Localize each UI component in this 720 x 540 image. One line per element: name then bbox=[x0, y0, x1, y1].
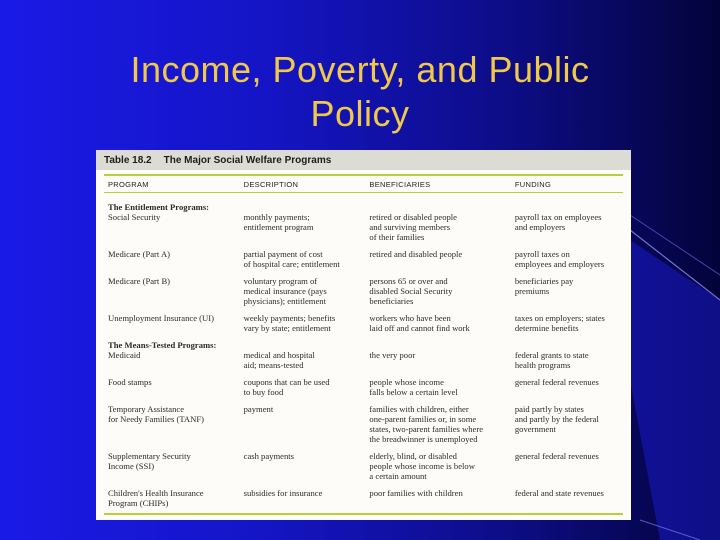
social-welfare-table bbox=[96, 150, 631, 520]
cell-funding bbox=[515, 488, 623, 508]
cell-description bbox=[244, 488, 370, 508]
cell-text: Medicare (Part B) bbox=[108, 276, 171, 286]
cell-program bbox=[108, 404, 244, 444]
cell-text: general federal revenues bbox=[514, 451, 599, 461]
header-funding: FUNDING bbox=[514, 180, 552, 189]
table-caption: The Major Social Welfare Programs bbox=[163, 154, 332, 166]
table-row bbox=[108, 202, 623, 242]
cell-text: retired and disabled people bbox=[369, 249, 463, 259]
cell-text: Medicare (Part A) bbox=[108, 249, 171, 259]
cell-text: general federal revenues bbox=[514, 377, 599, 387]
cell-description bbox=[244, 404, 370, 444]
cell-text: Food stamps bbox=[108, 377, 152, 387]
section-heading: The Means-Tested Programs: bbox=[108, 340, 217, 350]
table-header-row bbox=[96, 176, 631, 192]
cell-text: retired or disabled people and surviving members of their families bbox=[369, 212, 457, 242]
cell-text: Medicaid bbox=[108, 350, 141, 360]
cell-beneficiaries bbox=[369, 340, 514, 370]
cell-text: monthly payments; entitlement program bbox=[243, 212, 314, 232]
cell-funding bbox=[515, 276, 623, 306]
cell-funding bbox=[515, 249, 623, 269]
table-row bbox=[108, 313, 623, 333]
cell-text: people whose income falls below a certain level bbox=[369, 377, 458, 397]
cell-description bbox=[244, 313, 370, 333]
cell-text: taxes on employers; states determine benefits bbox=[514, 313, 605, 333]
cell-funding bbox=[515, 313, 623, 333]
cell-text: cash payments bbox=[243, 451, 294, 461]
cell-program bbox=[108, 451, 244, 481]
cell-text: paid partly by states and partly by the federal government bbox=[514, 404, 599, 434]
table-row bbox=[108, 276, 623, 306]
cell-beneficiaries bbox=[369, 313, 514, 333]
table-row bbox=[108, 451, 623, 481]
cell-text: federal and state revenues bbox=[514, 488, 604, 498]
cell-program bbox=[108, 313, 244, 333]
cell-text: persons 65 or over and disabled Social Security beneficiaries bbox=[369, 276, 453, 306]
cell-text: elderly, blind, or disabled people whose income is below a certain amount bbox=[369, 451, 475, 481]
cell-beneficiaries bbox=[369, 276, 514, 306]
cell-text: beneficiaries pay premiums bbox=[514, 276, 574, 296]
cell-text: Unemployment Insurance (UI) bbox=[108, 313, 214, 323]
cell-text: Supplementary Security Income (SSI) bbox=[108, 451, 191, 471]
cell-text: payroll tax on employees and employers bbox=[514, 212, 602, 232]
cell-text: workers who have been laid off and cannot find work bbox=[369, 313, 470, 333]
cell-text: medical and hospital aid; means-tested bbox=[243, 350, 315, 370]
cell-program bbox=[108, 249, 244, 269]
section-heading: The Entitlement Programs: bbox=[108, 202, 210, 212]
cell-beneficiaries bbox=[369, 249, 514, 269]
cell-text: federal grants to state health programs bbox=[514, 350, 589, 370]
cell-text: payment bbox=[243, 404, 274, 414]
table-number: Table 18.2 bbox=[104, 154, 152, 166]
cell-text: coupons that can be used to buy food bbox=[243, 377, 330, 397]
cell-beneficiaries bbox=[369, 202, 514, 242]
table-row bbox=[108, 340, 623, 370]
cell-funding bbox=[515, 451, 623, 481]
cell-program bbox=[108, 340, 244, 370]
cell-text: the very poor bbox=[369, 350, 416, 360]
cell-text: Social Security bbox=[108, 212, 161, 222]
table-row bbox=[108, 488, 623, 508]
cell-text: subsidies for insurance bbox=[243, 488, 323, 498]
header-program: PROGRAM bbox=[108, 180, 149, 189]
cell-beneficiaries bbox=[369, 451, 514, 481]
cell-program bbox=[108, 377, 244, 397]
cell-program bbox=[108, 202, 244, 242]
header-beneficiaries: BENEFICIARIES bbox=[369, 180, 431, 189]
cell-text: weekly payments; benefits vary by state; entitlement bbox=[243, 313, 336, 333]
cell-description bbox=[244, 202, 370, 242]
cell-text: Temporary Assistance for Needy Families (TANF) bbox=[108, 404, 204, 424]
table-body bbox=[96, 193, 631, 508]
cell-text: poor families with children bbox=[369, 488, 463, 498]
cell-funding bbox=[515, 340, 623, 370]
cell-description bbox=[244, 340, 370, 370]
slide-title-line2: Policy bbox=[310, 93, 410, 134]
cell-description bbox=[244, 377, 370, 397]
table-bottom-rule bbox=[104, 513, 623, 515]
slide-title bbox=[0, 48, 720, 136]
cell-description bbox=[244, 451, 370, 481]
cell-text: partial payment of cost of hospital care; entitlement bbox=[243, 249, 340, 269]
cell-description bbox=[244, 276, 370, 306]
header-description: DESCRIPTION bbox=[243, 180, 299, 189]
cell-funding bbox=[515, 404, 623, 444]
cell-beneficiaries bbox=[369, 488, 514, 508]
slide-title-line1: Income, Poverty, and Public bbox=[130, 49, 590, 90]
table-row bbox=[108, 377, 623, 397]
table-caption-bar bbox=[96, 150, 631, 170]
table-row bbox=[108, 249, 623, 269]
cell-text: payroll taxes on employees and employers bbox=[514, 249, 605, 269]
cell-program bbox=[108, 488, 244, 508]
cell-text: Children's Health Insurance Program (CHIPs) bbox=[108, 488, 204, 508]
cell-beneficiaries bbox=[369, 377, 514, 397]
cell-funding bbox=[515, 377, 623, 397]
cell-funding bbox=[515, 202, 623, 242]
cell-program bbox=[108, 276, 244, 306]
cell-beneficiaries bbox=[369, 404, 514, 444]
cell-text: families with children, either one-parent families or, in some states, two-parent families where the breadwinner is unemployed bbox=[369, 404, 484, 444]
cell-description bbox=[244, 249, 370, 269]
cell-text: voluntary program of medical insurance (pays physicians); entitlement bbox=[243, 276, 327, 306]
table-row bbox=[108, 404, 623, 444]
